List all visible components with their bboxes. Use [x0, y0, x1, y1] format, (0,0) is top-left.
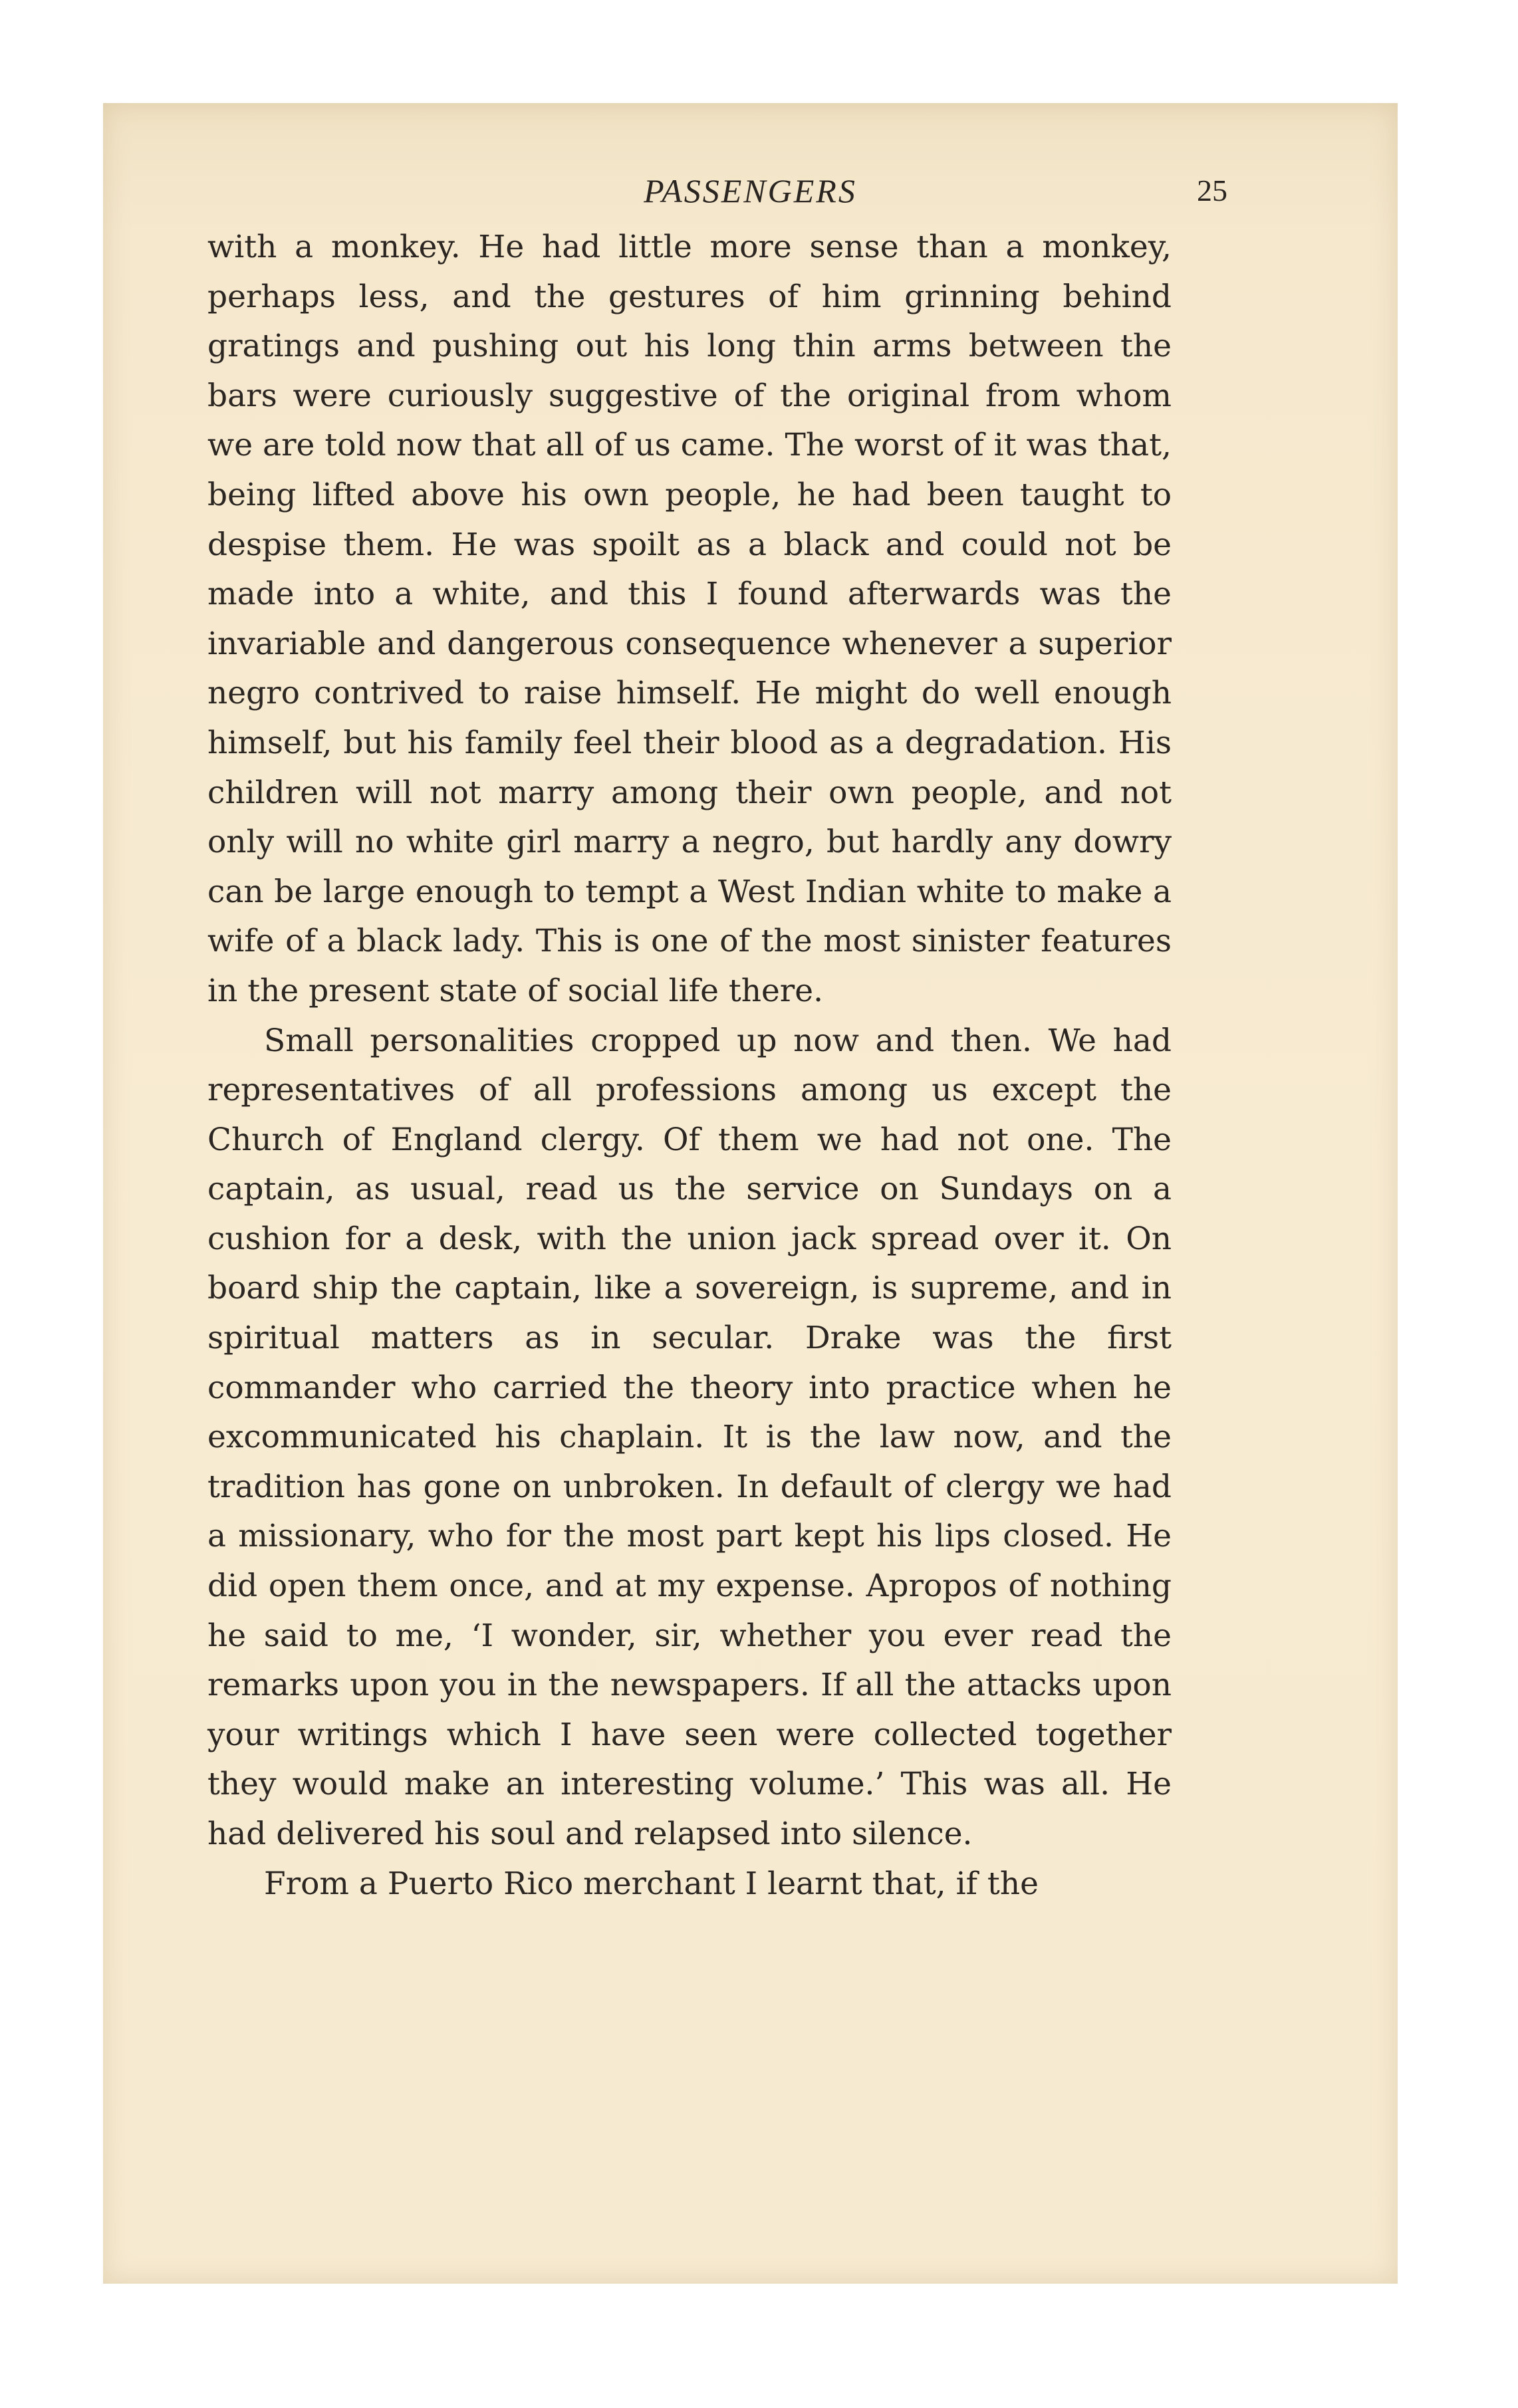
running-head: PASSENGERS: [644, 172, 857, 209]
page-number: 25: [1197, 174, 1227, 207]
paragraph-personalities: Small personalities cropped up now and then. We had representatives of all professions among us except the Church of England clergy. Of them we had not one. The captain, as usual, read us the service on Sundays on a cushion for a desk, with the union jack spread over it. On board ship the captain, like a sovereign, is supreme, and in spiritual matters as in secular. Drake was the first commander who carried the theory into practice when he excommunicated his chaplain. It is the law now, and the tradition has gone on unbroken. In default of clergy we had a missionary, who for the most part kept his lips closed. He did open them once, and at my expense. Apropos of nothing he said to me, ‘I wonder, sir, whether you ever read the remarks upon you in the newspapers. If all the attacks upon your writings which I have seen were collected together they would make an interesting volume.’ This was all. He had delivered his soul and relapsed into silence.: [207, 1022, 1172, 1852]
paragraph-puerto-rico: From a Puerto Rico merchant I learnt that, if the: [264, 1865, 1039, 1902]
paragraph-continued: with a monkey. He had little more sense than a monkey, perhaps less, and the gestures of him grinning behind gratings and pushing out his long thin arms between the bars were curiously suggestive of the original from whom we are told now that all of us came. The worst of it was that, being lifted above his own people, he had been taught to despise them. He was spoilt as a black and could not be made into a white, and this I found afterwards was the invariable and dangerous consequence whenever a superior negro contrived to raise himself. He might do well enough himself, but his family feel their blood as a degradation. His children will not marry among their own people, and not only will no white girl marry a negro, but hardly any dowry can be large enough to tempt a West Indian white to make a wife of a black lady. This is one of the most sinister features in the present state of social life there.: [207, 229, 1172, 1009]
body-text: [207, 223, 1172, 1909]
page-header: [103, 168, 1398, 214]
